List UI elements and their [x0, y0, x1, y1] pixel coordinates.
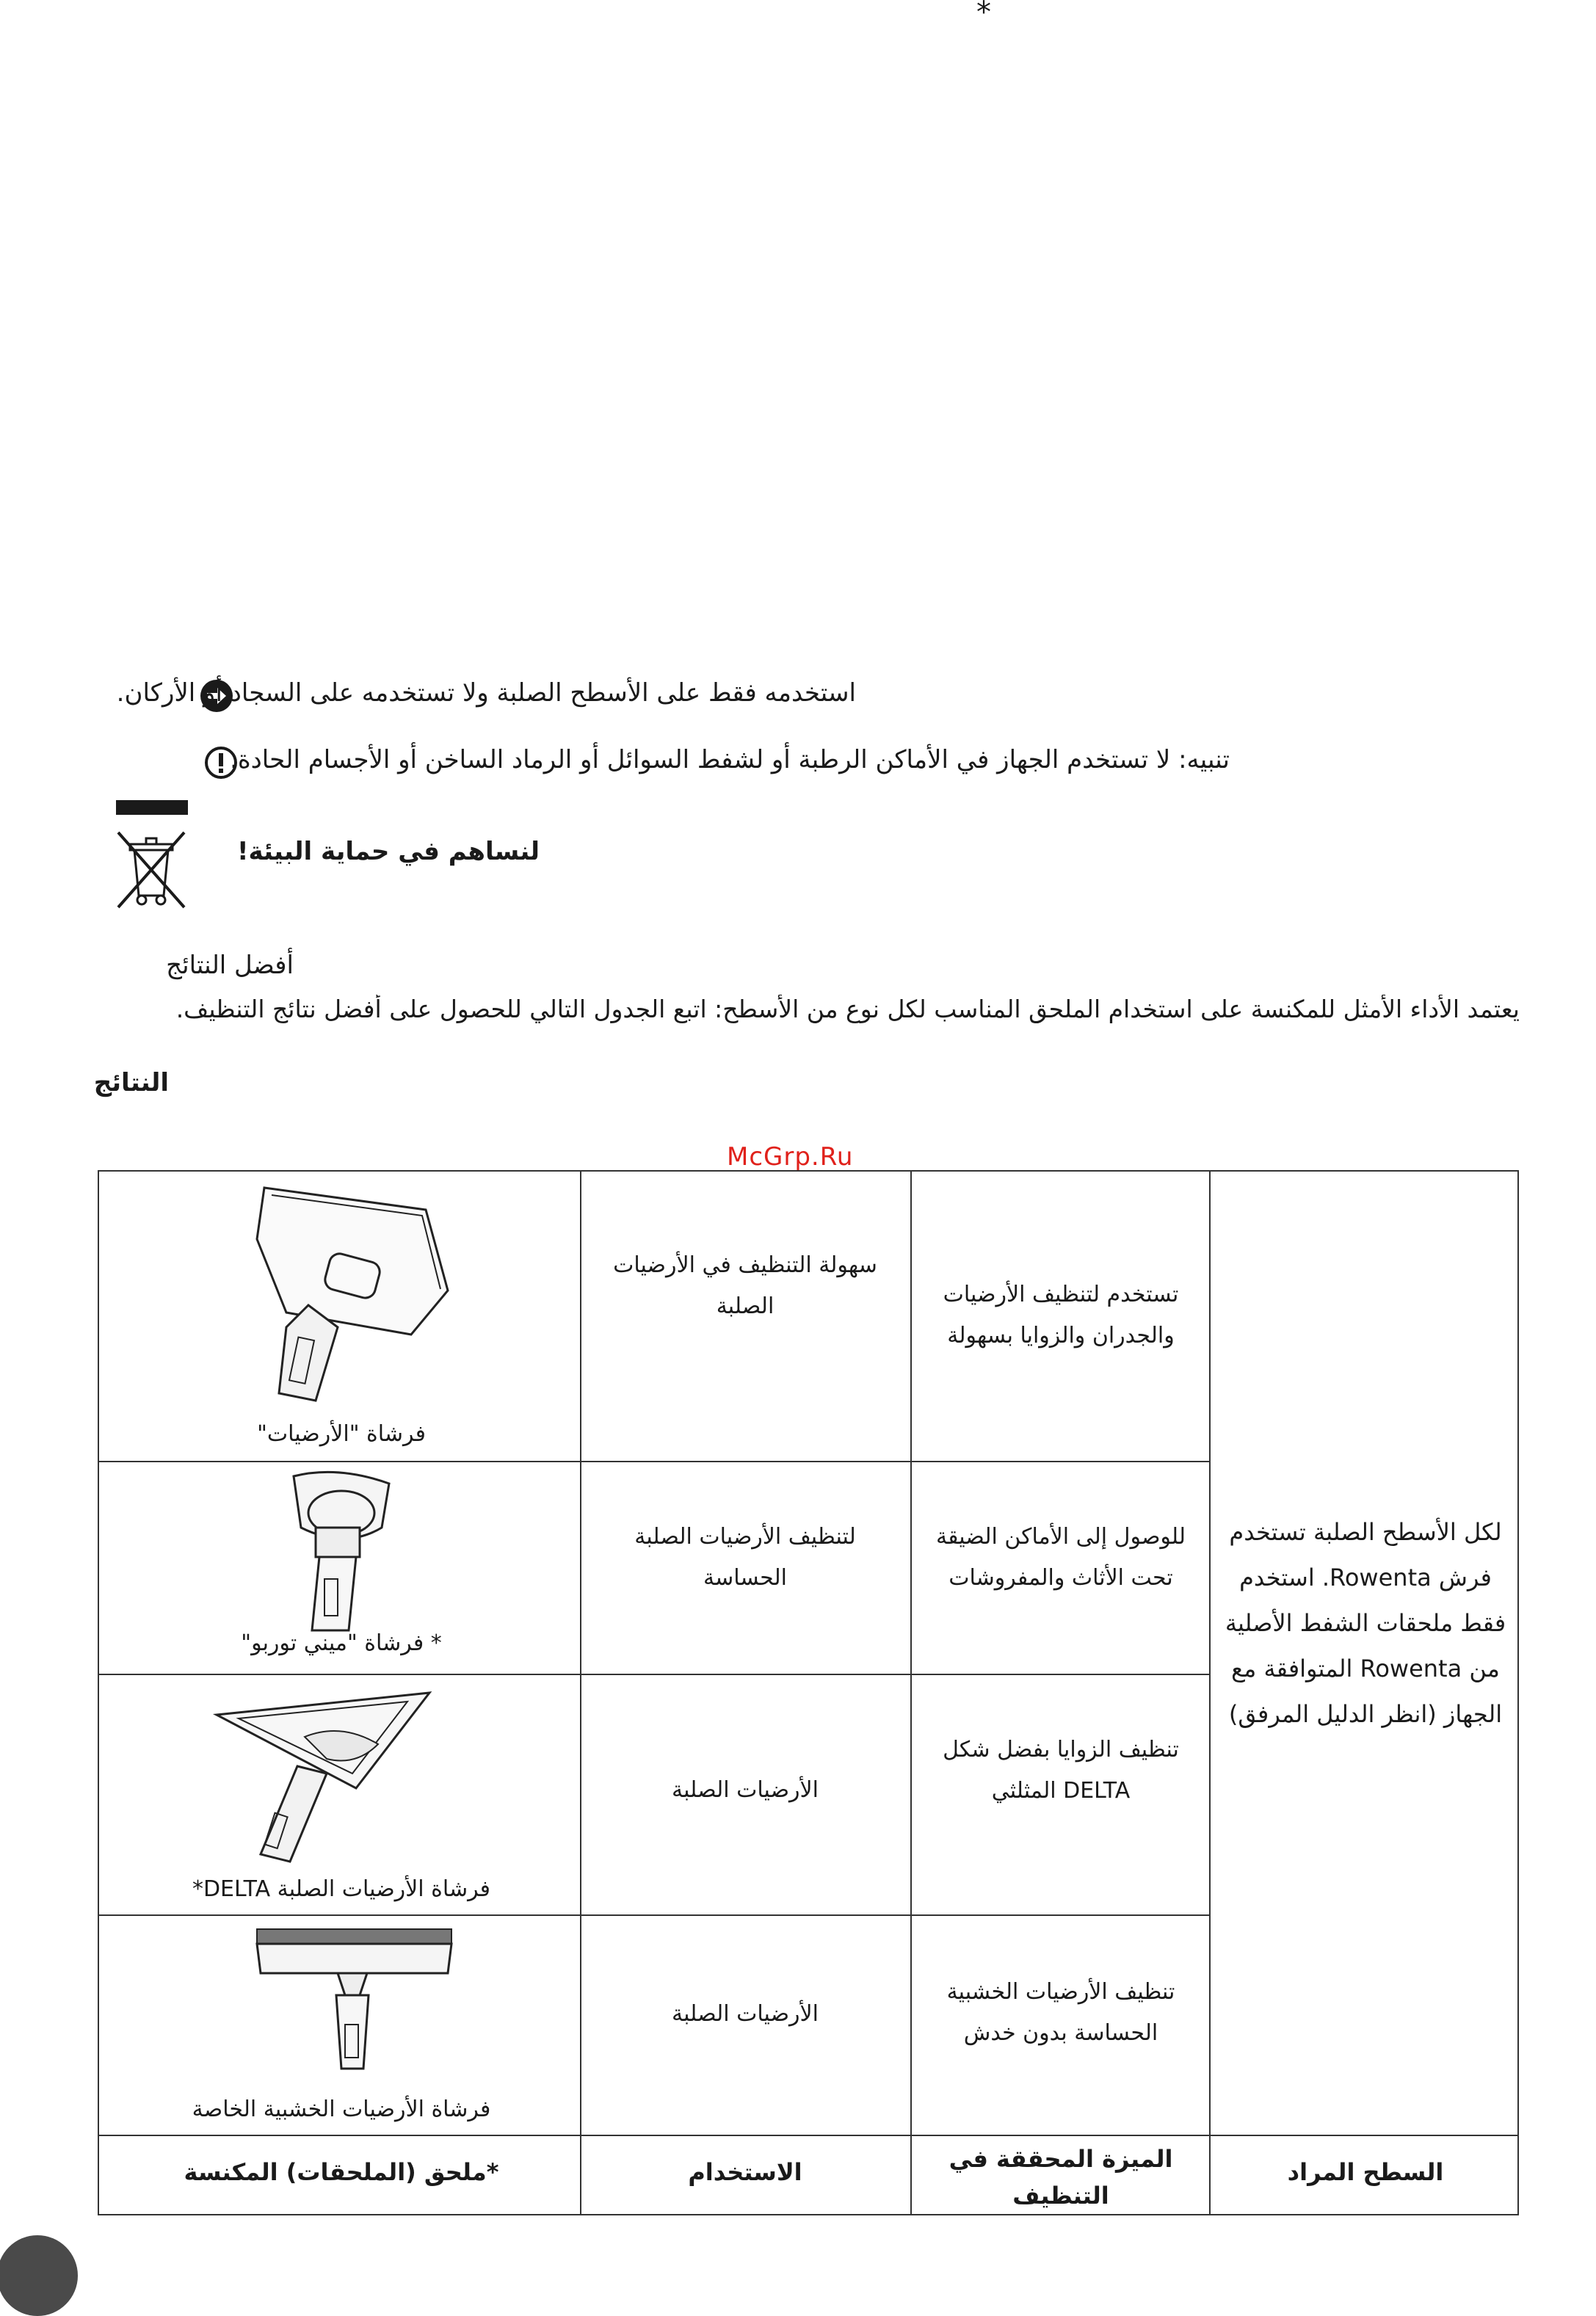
footnote-star: * — [976, 0, 991, 29]
note-warning: ﺗﻨﺒﻴﻪ: ﻻ ﺗﺴﺘﺨﺪﻡ ﺍﻟﺠﻬﺎﺯ ﻓﻲ ﺍﻷﻣﺎﻛﻦ ﺍﻟﺮﻃﺒﺔ ﺃﻭ ﻟﺸﻔﻂ ﺍﻟﺴﻮﺍﺋﻞ ﺃﻭ ﺍﻟﺮﻣﺎﺩ ﺍﻟﺴﺎﺧﻦ ﺃﻭ ﺍﻷﺟﺴﺎﻡ ﺍﻟﺤﺎﺩﺓ. — [230, 745, 1230, 774]
caption-mini-turbo: * ﻓﺮﺷﺎﺓ "ﻣﻴﻨﻲ ﺗﻮﺭﺑﻮ" — [241, 1630, 442, 1656]
section-title: ﺃﻓﻀﻞ ﺍﻟﻨﺘﺎﺋﺞ — [166, 951, 294, 980]
page-number-circle — [0, 2235, 78, 2316]
crossed-out-wheelie-bin-icon — [114, 828, 189, 910]
usage-row-4: ﺗﻨﻈﻴﻒ ﺍﻷﺭﺿﻴﺎﺕ ﺍﻟﺨﺸﺒﻴﺔ ﺍﻟﺤﺴﺎﺳﺔ ﺑﺪﻭﻥ ﺧﺪﺵ — [946, 1979, 1175, 2046]
weee-text: ﻟﻨﺴﺎﻫﻢ ﻓﻲ ﺣﻤﺎﻳﺔ ﺍﻟﺒﻴﺌﺔ! — [236, 837, 540, 866]
header-accessory: *ﻣﻠﺤﻖ (ﺍﻟﻤﻠﺤﻘﺎﺕ) ﺍﻟﻤﻜﻨﺴﺔ — [184, 2158, 499, 2186]
benefit-row-2: ﻟﺘﻨﻈﻴﻒ ﺍﻷﺭﺿﻴﺎﺕ ﺍﻟﺼﻠﺒﺔ ﺍﻟﺤﺴﺎﺳﺔ — [634, 1524, 856, 1591]
header-benefit: ﺍﻟﻤﻴﺰﺓ ﺍﻟﻤﺤﻘﻘﺔ ﻓﻲ ﺍﻟﺘﻨﻈﻴﻒ — [948, 2145, 1173, 2210]
intro-text: ﻳﻌﺘﻤﺪ ﺍﻷﺩﺍﺀ ﺍﻷﻣﺜﻞ ﻟﻠﻤﻜﻨﺴﺔ ﻋﻠﻰ ﺍﺳﺘﺨﺪﺍﻡ ﺍﻟﻤﻠﺤﻖ ﺍﻟﻤﻨﺎﺳﺐ ﻟﻜﻞ ﻧﻮﻉ ﻣﻦ ﺍﻷﺳﻄﺢ: ﺍﺗﺒﻊ ﺍﻟﺠﺪﻭﻝ ﺍﻟﺘﺎﻟﻲ ﻟﻠﺤﺼﻮﻝ ﻋﻠﻰ ﺃﻓﻀﻞ ﻧﺘﺎﺋﺞ ﺍﻟﺘﻨﻈﻴﻒ. — [175, 995, 1520, 1023]
usage-row-1: ﺗﺴﺘﺨﺪﻡ ﻟﺘﻨﻈﻴﻒ ﺍﻷﺭﺿﻴﺎﺕ ﻭﺍﻟﺠﺪﺭﺍﻥ ﻭﺍﻟﺰﻭﺍﻳﺎ ﺑﺴﻬﻮﻟﺔ — [943, 1282, 1179, 1348]
accessories-table — [98, 1170, 1519, 2215]
target-surface-cell: ﻟﻜﻞ ﺍﻷﺳﻄﺢ ﺍﻟﺼﻠﺒﺔ ﺗﺴﺘﺨﺪﻡ ﻓﺮﺵ Rowenta. ﺍﺳﺘﺨﺪﻡ ﻓﻘﻂ ﻣﻠﺤﻘﺎﺕ ﺍﻟﺸﻔﻂ ﺍﻷﺻﻠﻴﺔ ﻣﻦ Rowenta ﺍﻟﻤﺘﻮﺍﻓﻘﺔ ﻣﻊ ﺍﻟﺠﻬﺎﺯ (ﺍﻧﻈﺮ ﺍﻟﺪﻟﻴﻞ ﺍﻟﻤﺮﻓﻖ) — [1225, 1518, 1506, 1728]
watermark: McGrp.Ru — [727, 1142, 854, 1172]
benefit-row-3: ﺍﻷﺭﺿﻴﺎﺕ ﺍﻟﺼﻠﺒﺔ — [672, 1777, 819, 1803]
mini-turbo-brush-icon — [272, 1469, 411, 1641]
usage-row-3: ﺗﻨﻈﻴﻒ ﺍﻟﺰﻭﺍﻳﺎ ﺑﻔﻀﻞ ﺷﻜﻞ DELTA ﺍﻟﻤﺜﻠﺜﻲ — [943, 1737, 1179, 1804]
usage-row-2: ﻟﻠﻮﺻﻮﻝ ﺇﻟﻰ ﺍﻷﻣﺎﻛﻦ ﺍﻟﻀﻴﻘﺔ ﺗﺤﺖ ﺍﻷﺛﺎﺙ ﻭﺍﻟﻤﻔﺮﻭﺷﺎﺕ — [935, 1524, 1186, 1591]
header-target: ﺍﻟﺴﻄﺢ ﺍﻟﻤﺮﺍﺩ — [1287, 2158, 1444, 2186]
weee-bar — [116, 800, 188, 815]
benefit-row-4: ﺍﻷﺭﺿﻴﺎﺕ ﺍﻟﺼﻠﺒﺔ — [672, 2001, 819, 2027]
parquet-brush-icon — [250, 1922, 463, 2079]
delta-triangle-nozzle-icon — [209, 1685, 444, 1872]
benefit-row-1: ﺳﻬﻮﻟﺔ ﺍﻟﺘﻨﻈﻴﻒ ﻓﻲ ﺍﻷﺭﺿﻴﺎﺕ ﺍﻟﺼﻠﺒﺔ — [613, 1252, 877, 1319]
caption-delta-nozzle: *DELTA ﻓﺮﺷﺎﺓ ﺍﻷﺭﺿﻴﺎﺕ ﺍﻟﺼﻠﺒﺔ — [192, 1876, 491, 1902]
caption-floor-nozzle: ﻓﺮﺷﺎﺓ "ﺍﻷﺭﺿﻴﺎﺕ" — [257, 1421, 426, 1447]
table-heading: ﺍﻟﻨﺘﺎﺋﺞ — [93, 1068, 169, 1097]
note-hard-floors: ﺍﺳﺘﺨﺪﻣﻪ ﻓﻘﻂ ﻋﻠﻰ ﺍﻷﺳﻄﺢ ﺍﻟﺼﻠﺒﺔ ﻭﻻ ﺗﺴﺘﺨﺪﻣﻪ ﻋﻠﻰ ﺍﻟﺴﺠﺎﺩ ﺃﻭ ﺍﻷﺭﻛﺎﻥ. — [116, 678, 856, 708]
caption-parquet-brush: ﻓﺮﺷﺎﺓ ﺍﻷﺭﺿﻴﺎﺕ ﺍﻟﺨﺸﺒﻴﺔ ﺍﻟﺨﺎﺻﺔ — [192, 2097, 491, 2122]
floor-nozzle-icon — [242, 1180, 455, 1411]
header-usage: ﺍﻻﺳﺘﺨﺪﺍﻡ — [688, 2158, 802, 2186]
